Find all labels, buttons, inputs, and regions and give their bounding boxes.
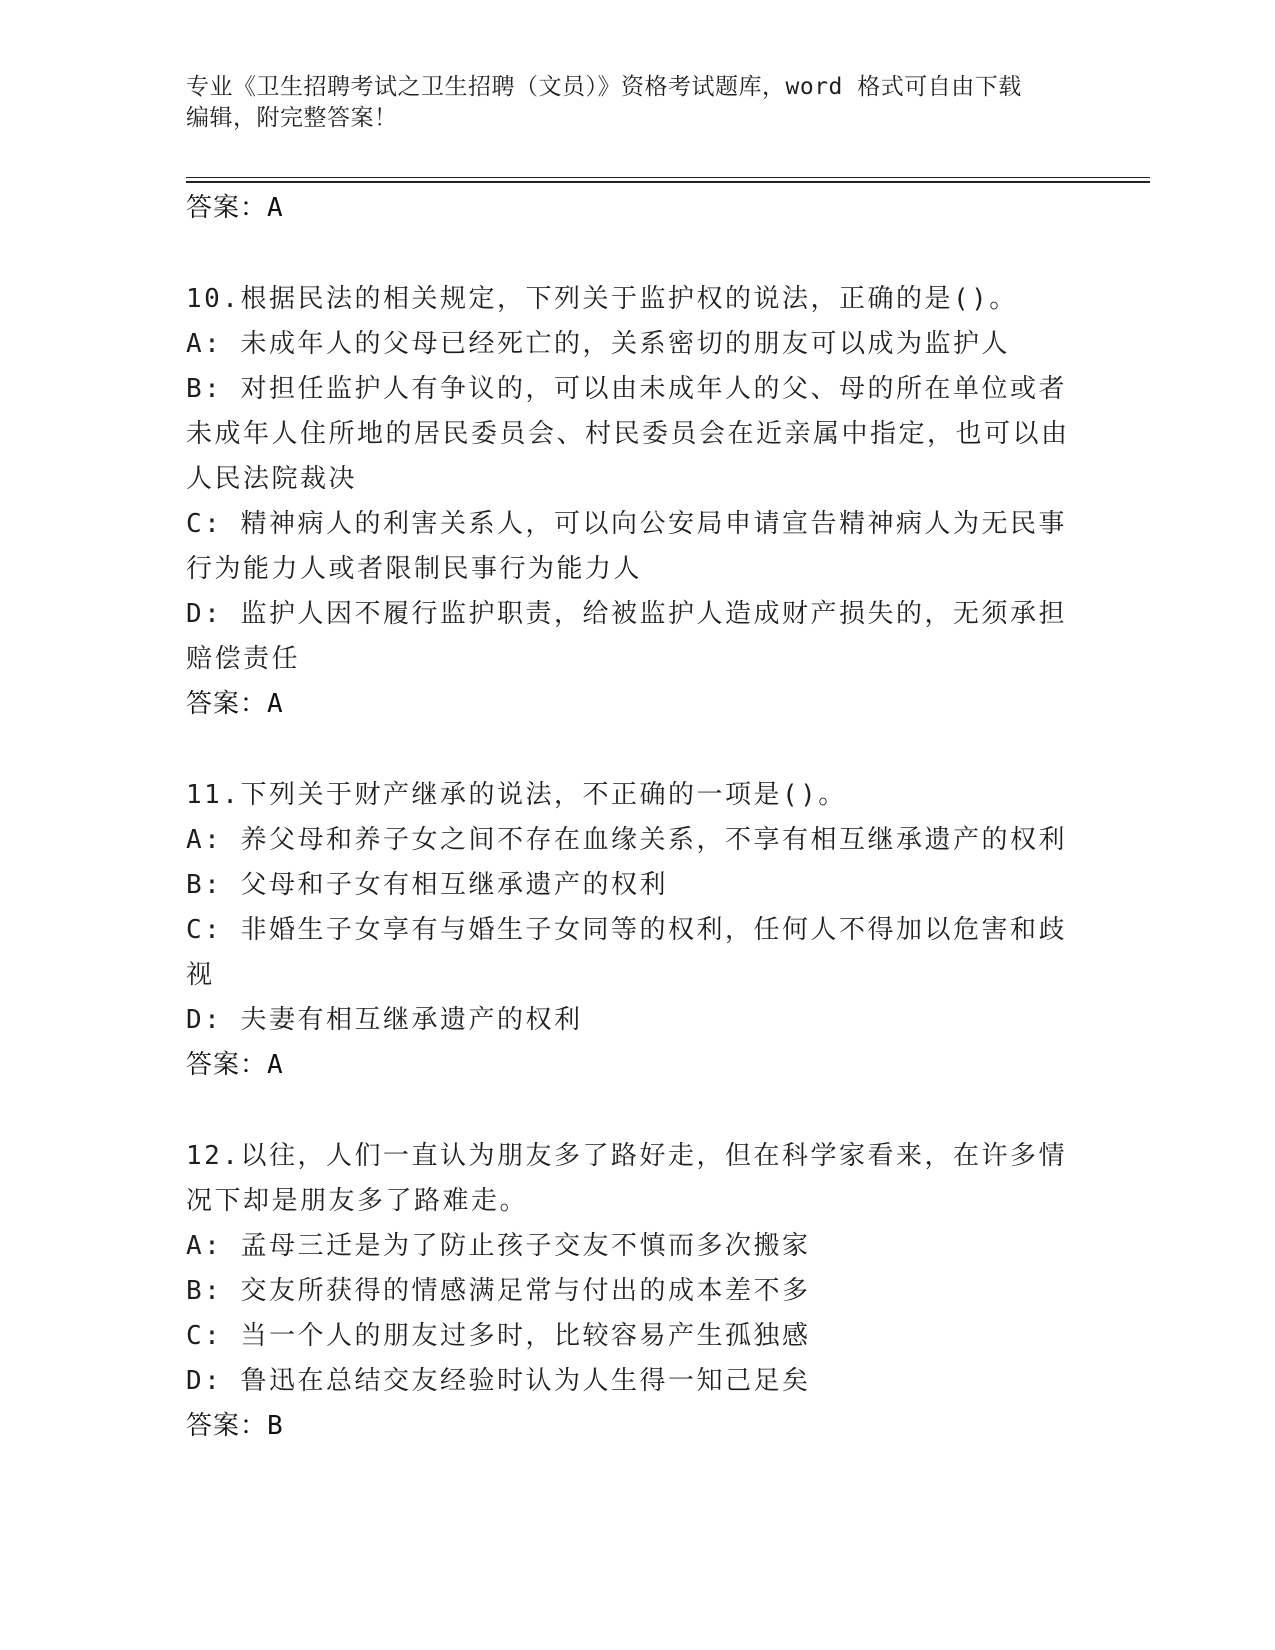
header-line-1: 专业《卫生招聘考试之卫生招聘（文员）》资格考试题库，word 格式可自由下载 [186, 74, 1022, 100]
option-a: A: 养父母和养子女之间不存在血缘关系，不享有相互继承遗产的权利 [186, 825, 1067, 855]
option-d: D: 鲁迅在总结交友经验时认为人生得一知己足矣 [186, 1366, 811, 1396]
header-divider-thin [186, 177, 1150, 178]
question-11 [186, 773, 1086, 1088]
question-stem: 10.根据民法的相关规定，下列关于监护权的说法，正确的是()。 [186, 284, 1018, 314]
header-line-2: 编辑，附完整答案！ [186, 105, 398, 131]
option-b: B: 对担任监护人有争议的，可以由未成年人的父、母的所在单位或者未成年人住所地的居民委员会、村民委员会在近亲属中指定，也可以由人民法院裁决 [186, 374, 1070, 494]
question-stem: 11.下列关于财产继承的说法，不正确的一项是()。 [186, 780, 847, 810]
question-stem: 12.以往，人们一直认为朋友多了路好走，但在科学家看来，在许多情况下却是朋友多了路难走。 [186, 1141, 1067, 1216]
spacer [186, 231, 1086, 277]
answer-value: B [267, 1411, 284, 1441]
option-a: A: 孟母三迁是为了防止孩子交友不慎而多次搬家 [186, 1231, 811, 1261]
answer-label: 答案： [186, 1411, 268, 1441]
answer-value: A [267, 1050, 284, 1080]
answer-label: 答案： [186, 193, 268, 223]
spacer [186, 727, 1086, 773]
answer-label: 答案： [186, 689, 268, 719]
option-c: C: 非婚生子女享有与婚生子女同等的权利，任何人不得加以危害和歧视 [186, 915, 1067, 990]
answer-value: A [267, 193, 284, 223]
document-header [186, 72, 1086, 134]
question-12 [186, 1134, 1086, 1449]
question-list [186, 186, 1086, 1449]
spacer [186, 1088, 1086, 1134]
answer-value: A [267, 689, 284, 719]
option-d: D: 监护人因不履行监护职责，给被监护人造成财产损失的，无须承担赔偿责任 [186, 599, 1067, 674]
header-divider-thick [186, 181, 1150, 183]
answer-label: 答案： [186, 1050, 268, 1080]
question-answer [186, 1404, 1086, 1449]
option-b: B: 父母和子女有相互继承遗产的权利 [186, 870, 668, 900]
option-a: A: 未成年人的父母已经死亡的，关系密切的朋友可以成为监护人 [186, 329, 1010, 359]
question-answer [186, 1043, 1086, 1088]
option-d: D: 夫妻有相互继承遗产的权利 [186, 1005, 583, 1035]
previous-answer [186, 186, 1086, 231]
option-c: C: 精神病人的利害关系人，可以向公安局申请宣告精神病人为无民事行为能力人或者限制民事行为能力人 [186, 509, 1067, 584]
question-10 [186, 277, 1086, 727]
option-c: C: 当一个人的朋友过多时，比较容易产生孤独感 [186, 1321, 811, 1351]
option-b: B: 交友所获得的情感满足常与付出的成本差不多 [186, 1276, 811, 1306]
question-answer [186, 682, 1086, 727]
